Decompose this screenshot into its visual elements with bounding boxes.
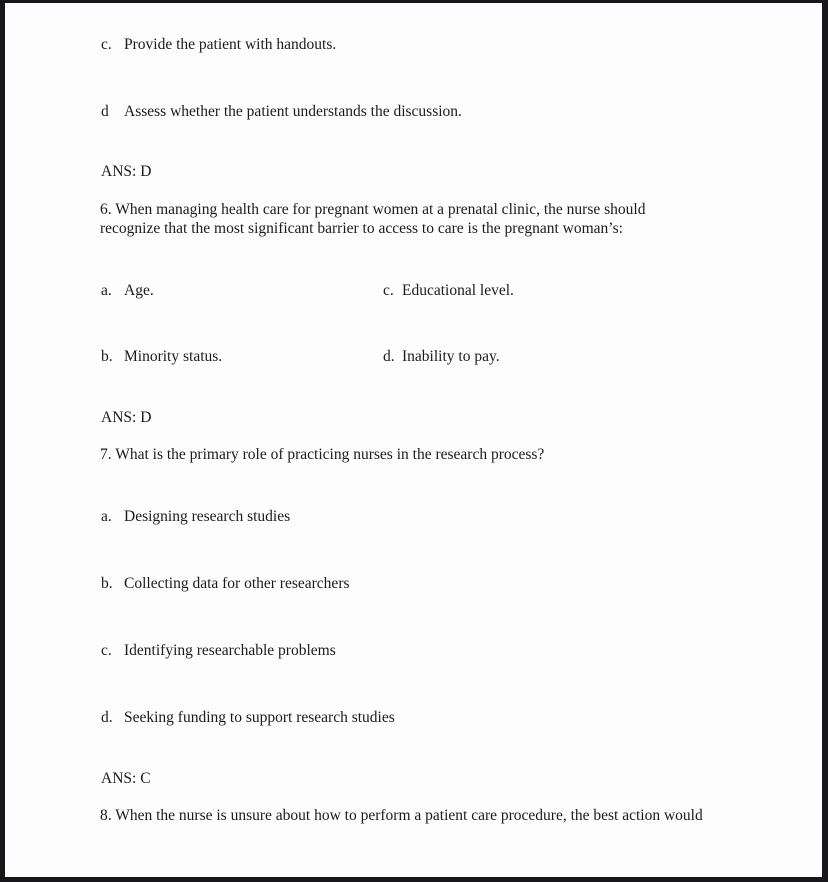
q6-option-b-letter: b. — [101, 348, 113, 365]
q6-options-row-2 — [101, 347, 500, 366]
q7-option-d — [101, 708, 395, 727]
q6-option-a-letter: a. — [101, 282, 112, 299]
viewer-left-edge — [0, 0, 5, 882]
q6-options-row-1 — [101, 281, 514, 300]
q6-option-a-text: Age. — [124, 282, 154, 299]
q5-option-c-text: Provide the patient with handouts. — [124, 36, 337, 53]
q7-option-c-text: Identifying researchable problems — [124, 642, 336, 659]
q6-option-c-letter: c. — [383, 282, 394, 299]
q6-answer: ANS: D — [101, 409, 152, 426]
viewer-top-edge — [0, 0, 828, 3]
q7-answer: ANS: C — [101, 770, 151, 787]
q6-option-d-text: Inability to pay. — [402, 348, 500, 365]
viewer-right-edge — [822, 0, 828, 882]
q7-option-b-letter: b. — [101, 575, 113, 592]
q5-option-d — [101, 102, 462, 121]
q6-option-a — [101, 281, 154, 300]
viewer-bottom-edge — [0, 877, 828, 882]
q7-option-b — [101, 574, 350, 593]
q6-option-b — [101, 347, 222, 366]
q5-option-c-letter: c. — [101, 36, 112, 53]
q7-option-a-letter: a. — [101, 508, 112, 525]
q7-option-d-text: Seeking funding to support research studies — [124, 709, 395, 726]
q7-option-c-letter: c. — [101, 642, 112, 659]
q5-option-d-text: Assess whether the patient understands the discussion. — [124, 103, 462, 120]
q7-option-a-text: Designing research studies — [124, 508, 291, 525]
q7-option-d-letter: d. — [101, 709, 113, 726]
q5-option-c — [101, 35, 336, 54]
q6-option-d-letter: d. — [383, 348, 395, 365]
q5-answer: ANS: D — [101, 163, 152, 180]
q7-option-c — [101, 641, 336, 660]
q7-option-a — [101, 507, 290, 526]
q7-option-b-text: Collecting data for other researchers — [124, 575, 350, 592]
question-7: 7. What is the primary role of practicing nurses in the research process? — [100, 446, 545, 463]
q6-option-b-text: Minority status. — [124, 348, 223, 365]
q6-option-c — [383, 281, 514, 300]
question-6: 6. When managing health care for pregnant women at a prenatal clinic, the nurse should recognize that the most significant barrier to access to care is the pregnant woman’s: — [100, 201, 646, 237]
q6-option-c-text: Educational level. — [402, 282, 514, 299]
q5-option-d-letter: d — [101, 103, 109, 120]
question-8: 8. When the nurse is unsure about how to perform a patient care procedure, the best action would — [100, 807, 703, 824]
q6-option-d — [383, 347, 500, 366]
